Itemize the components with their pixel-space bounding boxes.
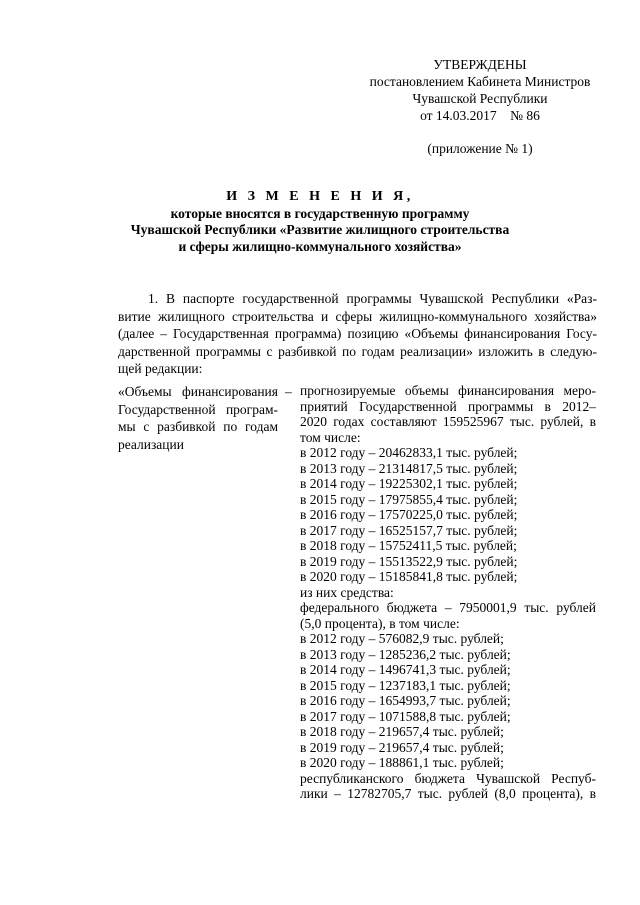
right-cell-line: в 2016 году – 1654993,7 тыс. рублей; — [300, 693, 511, 708]
document-title — [60, 189, 580, 255]
title-heading: И З М Е Н Е Н И Я, — [226, 189, 414, 204]
right-cell-line: приятий Государственной программы в 2012– — [300, 398, 596, 414]
right-cell-line: прогнозируемые объемы финансирования меро- — [300, 383, 596, 398]
right-cell-line: 2020 годах составляют 159525967 тыс. рублей, в — [300, 414, 596, 429]
right-cell-line: том числе: — [300, 429, 361, 445]
right-cell-line: в 2012 году – 576082,9 тыс. рублей; — [300, 631, 504, 646]
table-right-column — [300, 383, 596, 802]
left-cell-line: мы с разбивкой по годам — [118, 419, 278, 434]
right-cell-line: в 2016 году – 17570225,0 тыс. рублей; — [300, 507, 518, 522]
right-cell-line: в 2013 году – 21314817,5 тыс. рублей; — [300, 460, 518, 476]
right-cell-line: в 2019 году – 15513522,9 тыс. рублей; — [300, 553, 518, 569]
left-cell-line: Государственной програм- — [118, 401, 278, 417]
paragraph-line: витие жилищного строительства и сферы жилищно-коммунального хозяйства» — [118, 308, 597, 324]
approval-status: УТВЕРЖДЕНЫ — [433, 57, 527, 72]
left-cell-line: реализации — [118, 436, 184, 452]
paragraph-1 — [118, 290, 597, 378]
left-cell-line: «Объемы финансирования — [118, 384, 278, 399]
right-cell-line: в 2017 году – 16525157,7 тыс. рублей; — [300, 522, 518, 538]
approval-line-2: Чувашской Республики — [412, 91, 548, 106]
right-cell-line: в 2018 году – 219657,4 тыс. рублей; — [300, 724, 504, 739]
right-cell-line: в 2014 году – 1496741,3 тыс. рублей; — [300, 662, 511, 677]
paragraph-line: (далее – Государственная программа) позицию «Объемы финансирования Госу- — [118, 326, 597, 341]
approval-line-1: постановлением Кабинета Министров — [369, 74, 591, 89]
title-line-2: Чувашской Республики «Развитие жилищного строительства — [130, 222, 510, 237]
table-left-column — [118, 383, 278, 453]
right-cell-line: в 2015 году – 17975855,4 тыс. рублей; — [300, 491, 518, 507]
paragraph-line: дарственной программы с разбивкой по годам реализации» изложить в следую- — [118, 343, 597, 359]
title-line-1: которые вносятся в государственную программу — [170, 205, 470, 221]
table-dash: – — [285, 384, 292, 399]
right-cell-line: в 2018 году – 15752411,5 тыс. рублей; — [300, 538, 517, 553]
right-cell-line: лики – 12782705,7 тыс. рублей (8,0 процента), в — [300, 786, 596, 801]
approval-block — [360, 56, 600, 157]
right-cell-line: (5,0 процента), в том числе: — [300, 615, 460, 631]
right-cell-line: в 2015 году – 1237183,1 тыс. рублей; — [300, 677, 511, 693]
right-cell-line: в 2020 году – 15185841,8 тыс. рублей; — [300, 569, 518, 584]
right-cell-line: в 2019 году – 219657,4 тыс. рублей; — [300, 739, 504, 755]
right-cell-line: в 2017 году – 1071588,8 тыс. рублей; — [300, 708, 511, 724]
approval-date-number: от 14.03.2017 № 86 — [420, 108, 540, 123]
paragraph-line: 1. В паспорте государственной программы Чувашской Республики «Раз- — [148, 291, 597, 306]
right-cell-line: из них средства: — [300, 584, 394, 600]
right-cell-line: в 2020 году – 188861,1 тыс. рублей; — [300, 755, 504, 770]
title-line-3: и сферы жилищно-коммунального хозяйства» — [178, 238, 462, 254]
right-cell-line: в 2012 году – 20462833,1 тыс. рублей; — [300, 445, 518, 460]
appendix-note: (приложение № 1) — [427, 141, 533, 156]
right-cell-line: в 2014 году – 19225302,1 тыс. рублей; — [300, 476, 518, 491]
right-cell-line: в 2013 году – 1285236,2 тыс. рублей; — [300, 646, 511, 662]
right-cell-line: республиканского бюджета Чувашской Респуб- — [300, 770, 596, 786]
paragraph-line: щей редакции: — [118, 361, 203, 376]
right-cell-line: федерального бюджета – 7950001,9 тыс. рублей — [300, 600, 596, 615]
